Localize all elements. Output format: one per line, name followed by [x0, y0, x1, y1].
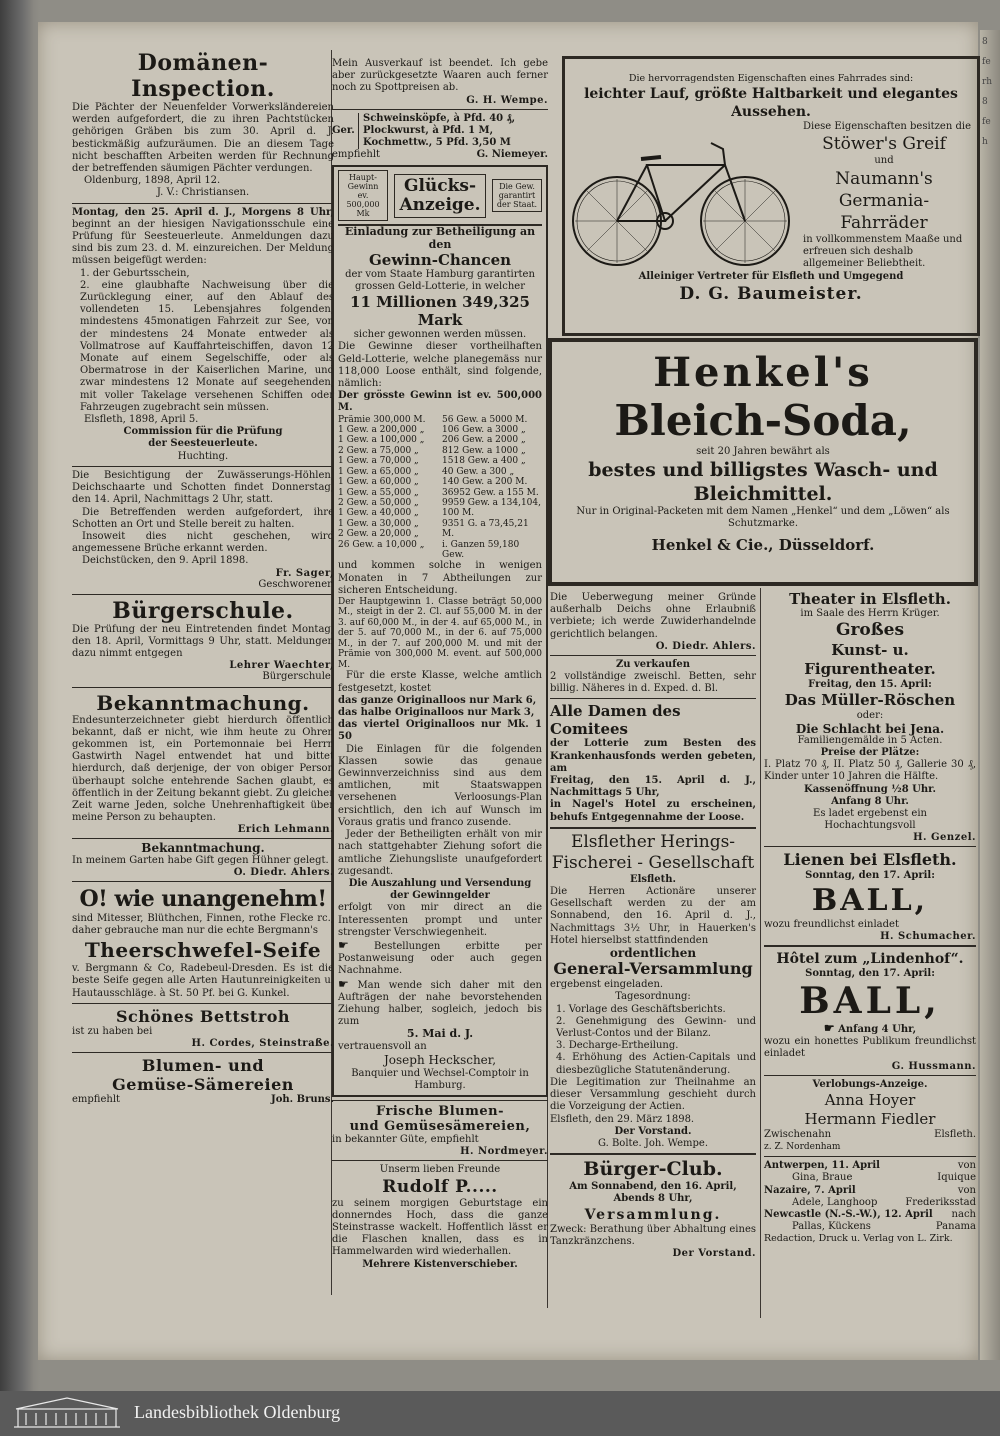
edge-text: fe: [982, 117, 991, 127]
ad-place: Elsfleth.: [629, 873, 677, 885]
lottery-text: Für die erste Klasse, welche amtlich festgesetzt, kostet: [338, 670, 542, 694]
ship-port-row: [764, 1209, 976, 1221]
ad-subtitle: ordentlichen: [609, 946, 697, 961]
ad-date: Oldenburg, 1898, April 12.: [84, 175, 221, 187]
ad-signature: Mehrere Kistenverschieber.: [362, 1258, 518, 1270]
column-rule: [760, 588, 761, 1318]
pointing-hand-icon: ☛: [338, 937, 349, 952]
ad-text: Kassenöffnung ½8 Uhr.: [804, 783, 936, 795]
lottery-price: das halbe Originalloos nur Mark 3,: [338, 707, 535, 719]
prize-row: 1 Gew. a 55,000 „: [338, 487, 419, 498]
ad-date: Freitag, den 15. April:: [808, 679, 932, 691]
ad-text: Endesunterzeichneter giebt hierdurch öffentlich bekannt, daß er nicht, wie ihm heute zu Ohren gekommen ist, ein Portemonnaie bei Herrn Gastwirth Nagel entwendet hat und bittet hierdurch, daß derjenige, der von obiger Person überhaupt solche entehrende Sachen glaubt, es öffentlich in der Zeitung bekannt giebt. Zu gleicher Zeit warne Jeden, solche Unehrenhaftigkeit über meine Person zu behaupten.: [72, 714, 334, 824]
divider: [550, 827, 756, 829]
ad-text: sind Mitesser, Blüthchen, Finnen, rothe Flecke rc., daher gebrauche man nur die echte Bergmann's: [72, 912, 334, 936]
ad-signature: G. Hussmann.: [891, 1060, 976, 1072]
bike-brand: Stöwer's Greif: [822, 134, 946, 155]
ad-text: Die Legitimation zur Theilnahme an dieser Versammlung geschieht durch die Vorzeigung der Actien.: [550, 1076, 756, 1113]
ad-signature: H. Genzel.: [913, 832, 976, 844]
ad-frische-saemereien: [332, 1104, 548, 1157]
ad-play: Das Müller-Röschen: [784, 691, 956, 710]
ad-place: Elsfleth.: [934, 1128, 976, 1140]
ad-text: ergebenst eingeladen.: [550, 979, 664, 991]
lottery-text: Die Gewinne dieser vortheilhaften Geld-Lotterie, welche planegemäss nur 118,000 Loose enthält, sind folgende, nämlich:: [338, 341, 542, 390]
ad-rudolf: [332, 1164, 548, 1270]
lottery-millionen: 11 Millionen 349,325 Mark: [350, 293, 530, 330]
ad-signature: H. Cordes, Steinstraße.: [191, 1037, 334, 1049]
divider: [72, 203, 334, 204]
divider: [332, 1100, 548, 1101]
divider: [332, 1160, 548, 1161]
ad-navigation-exam: [72, 207, 334, 463]
prize-row: 26 Gew. a 10,000 „: [338, 539, 425, 550]
ship-port: Newcastle (N.-S.-W.), 12. April: [764, 1209, 933, 1221]
divider: [764, 1156, 976, 1157]
pointing-hand-icon: ☛: [338, 976, 349, 991]
lottery-text: vertrauensvoll an: [338, 1040, 427, 1052]
edge-text: 8: [982, 37, 988, 47]
lottery-text: Bestellungen erbitte per Postanweisung oder auch gegen Nachnahme.: [338, 940, 542, 977]
ad-wurst: [332, 113, 548, 150]
ad-line: Schweinsköpfe, à Pfd. 40 ₰,: [363, 112, 516, 124]
ad-text: in Nagel's Hotel zu erscheinen, behufs Entgegennahme der Loose.: [550, 799, 756, 823]
ad-role: Bürgerschule.: [262, 671, 334, 683]
ad-lead: Montag, den 25. April d. J., Morgens 8 Uhr,: [72, 206, 334, 218]
divider: [764, 945, 976, 947]
ad-text: im Saale des Herrn Krüger.: [800, 608, 940, 619]
ad-text: beginnt an der hiesigen Navigationsschule eine Prüfung für Seesteuerleute. Anmeldungen dazu sind bis zum 23. d. M. einzureichen. Der Meldung müssen beigefügt werden:: [72, 218, 334, 267]
ad-bettstroh: [72, 1007, 334, 1049]
lottery-price: das ganze Originalloos nur Mark 6,: [338, 694, 537, 706]
ad-text: Die Herren Actionäre unserer Gesellschaft werden zu der am Sonnabend, den 16. April d. J., Nachmittags 3½ Uhr, in Hauerken's Hotel hierselbst stattfindenden: [550, 886, 756, 946]
prize-row: 812 Gew. a 1000 „: [442, 445, 526, 456]
prize-column-left: [338, 415, 438, 561]
library-building-icon: [12, 1395, 122, 1429]
ad-fahrrad: [562, 56, 980, 336]
ship-direction: von: [957, 1184, 976, 1196]
ad-text: empfiehlt: [72, 1093, 121, 1105]
ad-signature: Joh. Bruns.: [270, 1093, 334, 1105]
ad-signature: Lehrer Waechter,: [229, 660, 334, 672]
prize-column-right: [442, 415, 542, 561]
ad-ueberwegung: [550, 592, 756, 652]
ad-text: Anfang 8 Uhr.: [831, 795, 909, 807]
bike-line: Die hervorragendsten Eigenschaften eines Fahrrades sind:: [628, 73, 914, 84]
ship-vessel: Adele, Langhoop: [792, 1196, 878, 1208]
divider: [72, 687, 334, 688]
ad-text: Die Betreffenden werden aufgefordert, ihre Schotten an Ort und Stelle bereit zu halten.: [72, 506, 334, 530]
ad-text: Zweck: Berathung über Abhaltung eines Tanzkränzchens.: [550, 1223, 756, 1247]
lottery-highest: Der grösste Gewinn ist ev. 500,000 M.: [338, 390, 542, 414]
ad-signature: O. Diedr. Ahlers.: [233, 866, 334, 878]
edge-text: h: [982, 137, 988, 147]
ad-text: ist zu haben bei: [72, 1025, 153, 1037]
ship-destination: Iquique: [937, 1172, 976, 1184]
ad-text: Die Pächter der Neuenfelder Vorwerksländereien werden aufgefordert, die zu ihren Pachtstücken gehörigen Gräben bis zum 30. April d. J. bestickmäßig aufzuräumen. Die an diesem Tage nicht beschafften Arbeiten werden für Rechnung der betreffenden säumigen Pächter verdungen.: [72, 102, 334, 175]
prize-row: 140 Gew. a 200 M.: [442, 477, 528, 488]
ad-ausverkauf: [332, 58, 548, 106]
prize-row: 1 Gew. a 70,000 „: [338, 456, 419, 467]
ad-betten: [550, 659, 756, 696]
ship-port-row: [764, 1160, 976, 1172]
lottery-right-box: Die Gew. garantirt der Staat.: [492, 179, 542, 212]
ad-item: 1. Vorlage des Geschäftsberichts.: [556, 1003, 726, 1015]
ad-subtitle: General-Versammlung: [553, 959, 753, 979]
lottery-title: Anzeige.: [399, 194, 481, 215]
ad-label: Ger.: [332, 124, 355, 136]
ad-title: Kunst- u. Figurentheater.: [804, 641, 936, 679]
bike-line: in vollkommenstem Maaße und erfreuen sich deshalb allgemeiner Beliebtheit.: [803, 233, 963, 270]
ad-title: Frische Blumen-: [375, 1104, 505, 1120]
ad-place: Zwischenahn: [764, 1128, 832, 1140]
ad-title: Gemüse-Sämereien: [112, 1074, 294, 1094]
prize-row: 2 Gew. a 20,000 „: [338, 529, 419, 540]
ad-product: Theerschwefel-Seife: [84, 938, 322, 963]
ad-title: Rudolf P.....: [382, 1176, 498, 1197]
ad-text: Hochachtungsvoll: [824, 820, 916, 832]
lottery-deadline: 5. Mai d. J.: [406, 1027, 474, 1041]
ad-signature: der Seesteuerleute.: [148, 438, 258, 450]
ad-domaenen: [72, 50, 334, 200]
ad-buergerschule: [72, 598, 334, 684]
ad-ball: BALL,: [799, 980, 941, 1023]
ad-item: 3. Decharge-Ertheilung.: [556, 1040, 679, 1052]
prize-row: i. Ganzen 59,180 Gew.: [442, 539, 520, 560]
ad-herings: [550, 832, 756, 1150]
ad-text: Es ladet ergebenst ein: [813, 808, 927, 820]
ship-vessel-row: [764, 1197, 976, 1209]
ad-title: Bürger-Club.: [583, 1158, 723, 1181]
ship-port: Antwerpen, 11. April: [764, 1160, 880, 1172]
ship-destination: Panama: [935, 1221, 976, 1233]
lottery-text: Der Hauptgewinn 1. Classe beträgt 50,000 M., steigt in der 2. Cl. auf 55,000 M. in der 3. auf 60,000 M., in der 4. auf 65,000 M., in der 5. auf 70,000 M., in der 6. auf 75,000 M., in der 7. auf 200,000 M. und mit der Prämie von 300,000 M. event. auf 500,000 M.: [338, 596, 542, 670]
henkel-slogan: bestes und billigstes Wasch- und: [588, 459, 938, 482]
ship-vessel: Gina, Braue: [792, 1172, 853, 1184]
ad-line: Kochmettw., 5 Pfd. 3,50 M: [363, 137, 511, 149]
divider: [72, 881, 334, 882]
ad-title: Zu verkaufen: [615, 658, 691, 670]
lottery-left-box: Haupt-Gewinn ev. 500,000 Mk: [338, 170, 388, 221]
ad-subtitle: Preise der Plätze:: [820, 747, 920, 759]
edge-text: rh: [982, 77, 993, 87]
prize-row: 56 Gew. a 5000 M.: [442, 414, 528, 425]
ad-text: Mein Ausverkauf ist beendet. Ich gebe aber zurückgesetzte Waaren auch ferner noch zu Spottpreisen ab.: [332, 58, 548, 94]
ad-signature: Fr. Sager,: [275, 567, 334, 579]
divider: [550, 698, 756, 699]
ad-text: Anfang 4 Uhr,: [838, 1024, 917, 1036]
ad-item: 4. Erhöhung des Actien-Capitals und diesbezügliche Statutenänderung.: [556, 1052, 756, 1076]
ad-lottery: [332, 165, 548, 1097]
ad-signature: Der Vorstand.: [672, 1247, 756, 1259]
lottery-text: der vom Staate Hamburg garantirten grossen Geld-Lotterie, in welcher: [345, 268, 535, 293]
ad-subtitle: Tagesordnung:: [615, 991, 691, 1003]
column-3-left: [550, 592, 756, 1259]
ad-text: Die Besichtigung der Zuwässerungs-Höhlen, Deichschaarte und Schotten findet Donnerstag, den 14. April, Nachmittags 2 Uhr, statt.: [72, 469, 334, 506]
divider: [72, 1052, 334, 1053]
ad-title: Bekanntmachung.: [141, 841, 265, 856]
ad-verlobung: [764, 1079, 976, 1154]
bike-vertreter: Alleiniger Vertreter für Elsfleth und Umgegend: [638, 271, 904, 283]
lottery-text: erfolgt von mir direct an die Interessenten prompt und unter strengster Verschwiegenheit.: [338, 902, 542, 938]
lottery-prize-table: [338, 415, 542, 561]
prize-row: 36952 Gew. a 155 M.: [442, 487, 539, 498]
bike-signature: D. G. Baumeister.: [679, 284, 863, 305]
ad-names: G. Bolte. Joh. Wempe.: [597, 1137, 709, 1149]
ad-date: Elsfleth, 1898, April 5.: [84, 414, 199, 426]
prize-row: 100 M.: [442, 508, 475, 519]
prize-row: 2 Gew. a 50,000 „: [338, 497, 419, 508]
ad-title: Elsflether Herings-: [570, 831, 736, 852]
prize-row: 1518 Gew. a 400 „: [442, 456, 526, 467]
shipping-news: [764, 1160, 976, 1233]
divider: [550, 1153, 756, 1155]
divider: [764, 846, 976, 847]
ad-text: der Lotterie zum Besten des Krankenhausfonds werden gebeten, am: [550, 738, 756, 774]
ship-vessel: Pallas, Kückens: [792, 1221, 871, 1233]
ad-date: Freitag, den 15. April d. J., Nachmittags 5 Uhr,: [550, 775, 756, 799]
lottery-price: das viertel Originalloos nur Mk. 1 50: [338, 719, 542, 743]
lottery-title: Glücks-: [403, 175, 477, 196]
ad-text: In meinem Garten habe Gift gegen Hühner gelegt.: [72, 854, 329, 866]
bike-line: Diese Eigenschaften besitzen die: [802, 121, 971, 133]
ad-text: zu seinem morgigen Geburtstage ein donnerndes Hoch, dass die ganze Steinstrasse wackelt. Hoffentlich lässt er die Flaschen knallen, dass es in Hammelwarden wird wiederhallen.: [332, 1197, 548, 1258]
divider: [72, 594, 334, 595]
ad-title: Schönes Bettstroh: [115, 1006, 291, 1026]
prize-row: 1 Gew. a 30,000 „: [338, 518, 419, 529]
lottery-text: und kommen solche in wenigen Monaten in 7 Abtheilungen zur sicheren Entscheidung.: [338, 560, 542, 596]
ad-name: Anna Hoyer: [824, 1090, 916, 1109]
henkel-note: Nur in Original-Packeten mit dem Namen „Henkel“ und dem „Löwen“ als Schutzmarke.: [576, 506, 950, 530]
lottery-text: Man wende sich daher mit den Aufträgen der nahe bevorstehenden Ziehung halber, sogleich, jedoch bis zum: [338, 979, 542, 1028]
ad-title: Lienen bei Elsfleth.: [783, 850, 957, 870]
edge-text: fe: [982, 57, 991, 67]
ad-signature: G. Niemeyer.: [476, 149, 548, 161]
lottery-text: Jeder der Betheiligten erhält von mir nach stattgehabter Ziehung sofort die amtliche Ziehungsliste unaufgefordert zugesandt.: [338, 829, 542, 877]
ad-signature: Commission für die Prüfung: [123, 426, 283, 438]
ad-text: Die Prüfung der neu Eintretenden findet Montag, den 18. April, Vormittags 9 Uhr, statt. Meldungen dazu nimmt entgegen: [72, 623, 334, 660]
prize-row: Prämie 300,000 M.: [338, 414, 426, 425]
prize-row: 1 Gew. a 65,000 „: [338, 466, 419, 477]
ad-name: Hermann Fiedler: [804, 1109, 936, 1128]
divider: [332, 109, 548, 110]
ad-signature: O. Diedr. Ahlers.: [655, 640, 756, 652]
ad-date: Elsfleth, den 29. März 1898.: [550, 1113, 695, 1125]
edge-text: 8: [982, 97, 988, 107]
column-1: [72, 50, 334, 1106]
bike-und: und: [874, 155, 894, 167]
divider: [72, 1003, 334, 1004]
ad-title: Großes: [835, 620, 905, 641]
bike-brand: Germania-Fahrräder: [838, 190, 930, 233]
column-3-right: [764, 590, 976, 1246]
prize-row: 40 Gew. a 300 „: [442, 466, 515, 477]
ad-besichtigung: [72, 470, 334, 591]
bike-headline: leichter Lauf, größte Haltbarkeit und elegantes Aussehen.: [584, 86, 958, 121]
ad-title: Blumen- und: [141, 1055, 265, 1075]
ad-theerschwefel: [72, 885, 334, 1000]
henkel-name: Henkel's: [653, 349, 873, 396]
ad-text: Insoweit dies nicht geschehen, wird angemessene Brüche erkannt werden.: [72, 530, 334, 555]
ad-ball: BALL,: [811, 882, 929, 918]
ad-place: z. Z. Nordenham: [764, 1142, 841, 1153]
ad-signature: G. H. Wempe.: [466, 94, 548, 106]
ad-date: Sonntag, den 17. April:: [805, 967, 935, 979]
divider: [72, 838, 334, 839]
ad-date: Am Sonnabend, den 16. April, Abends 8 Uhr,: [569, 1181, 737, 1205]
ad-date: Sonntag, den 17. April:: [805, 870, 935, 882]
ad-text: v. Bergmann & Co, Radebeul-Dresden. Es ist die beste Seife gegen alle Arten Hautunreinigkeiten u. Hautausschläge. à St. 50 Pf. bei G. Kunkel.: [72, 963, 334, 999]
ad-title: Theater in Elsfleth.: [789, 590, 951, 608]
lottery-firm: Banquier und Wechsel-Comptoir in Hamburg.: [351, 1067, 529, 1091]
ship-direction: von: [957, 1160, 976, 1172]
divider: [764, 1075, 976, 1076]
ad-line: Plockwurst, à Pfd. 1 M,: [363, 124, 494, 136]
divider: [72, 466, 334, 467]
ad-item: 2. Genehmigung des Gewinn- und Verlust-Contos und der Bilanz.: [556, 1015, 756, 1040]
ad-text: wozu freundlichst einladet: [764, 918, 899, 930]
henkel-product: Bleich-Soda,: [614, 396, 912, 445]
prize-row: 1 Gew. a 60,000 „: [338, 477, 419, 488]
prize-row: 1 Gew. a 40,000 „: [338, 508, 419, 519]
ad-bekanntmachung-2: [72, 842, 334, 877]
ad-text: I. Platz 70 ₰, II. Platz 50 ₰, Gallerie 30 ₰, Kinder unter 10 Jahren die Hälfte.: [764, 759, 976, 783]
prize-row: 1 Gew. a 200,000 „: [338, 425, 425, 436]
ad-text: empfiehlt: [332, 149, 381, 161]
ship-vessel-row: [764, 1221, 976, 1233]
ad-signature: Der Vorstand.: [614, 1125, 692, 1137]
ad-title: O! wie unangenehm!: [79, 885, 327, 912]
ad-signature: H. Nordmeyer.: [460, 1146, 548, 1158]
henkel-since: seit 20 Jahren bewährt als: [696, 446, 830, 457]
ad-title: Fischerei - Gesellschaft: [551, 852, 755, 873]
ship-destination: Frederiksstad: [905, 1196, 976, 1208]
ad-title: Bekanntmachung.: [96, 690, 310, 715]
ad-theater: [764, 590, 976, 843]
prize-row: 1 Gew. a 100,000 „: [338, 435, 425, 446]
imprint: Redaction, Druck u. Verlag von L. Zirk.: [764, 1233, 953, 1245]
ad-title: Alle Damen des Comitees: [550, 702, 681, 739]
prize-row: 106 Gew. a 3000 „: [442, 425, 526, 436]
ad-play: Die Schlacht bei Jena.: [795, 721, 945, 736]
pointing-hand-icon: ☛: [823, 1021, 835, 1036]
ad-title: Hôtel zum „Lindenhof“.: [776, 950, 964, 967]
ad-signature: Huchting.: [177, 450, 229, 462]
lottery-name: Joseph Heckscher,: [383, 1052, 497, 1067]
ad-title: und Gemüsesämereien,: [349, 1119, 531, 1135]
bike-brand: Naumann's: [835, 168, 933, 189]
lottery-chances: Gewinn-Chancen: [368, 250, 512, 269]
ad-lienen: [764, 850, 976, 941]
henkel-slogan: Bleichmittel.: [693, 483, 833, 506]
library-footer: [0, 1391, 1000, 1436]
ad-text: Die Ueberwegung meiner Gründe außerhalb Deichs ohne Erlaubniß verbiete; ich werde Zuwiderhandelnde gerichtlich belangen.: [550, 592, 756, 640]
ship-port-row: [764, 1185, 976, 1197]
lottery-text: Die Auszahlung und Versendung der Gewinngelder: [348, 877, 532, 902]
ad-signature: J. V.: Christiansen.: [156, 187, 250, 199]
ad-role: Geschworener.: [258, 578, 334, 590]
ad-subtitle: Versammlung.: [584, 1206, 722, 1223]
ad-lead: Unserm lieben Freunde: [379, 1164, 501, 1176]
ad-title: Bürgerschule.: [112, 597, 294, 624]
ship-direction: nach: [951, 1209, 976, 1221]
ad-text: Familiengemälde in 5 Acten.: [797, 734, 943, 746]
ad-bekanntmachung-1: [72, 691, 334, 836]
ad-damen: [550, 702, 756, 823]
ship-port: Nazaire, 7. April: [764, 1184, 856, 1196]
ship-vessel-row: [764, 1172, 976, 1184]
ad-signature: H. Schumacher.: [880, 930, 976, 942]
ad-title: Domänen-Inspection.: [131, 50, 275, 102]
lottery-text: Die Einlagen für die folgenden Klassen sowie das genaue Gewinnverzeichniss sind aus dem amtlichen, mit Staatswappen versehenen Verloosungs-Plan ersichtlich, den ich auf Wunsch im Voraus gratis und franco zusende.: [338, 743, 542, 828]
bicycle-illustration: [565, 121, 797, 271]
ad-title: Verlobungs-Anzeige.: [812, 1078, 928, 1090]
next-page-edge: [980, 30, 1000, 1360]
prize-row: 9959 Gew. a 134,104,: [442, 497, 541, 508]
divider: [550, 655, 756, 656]
ad-lindenhof: [764, 950, 976, 1072]
ad-saemereien: [72, 1056, 334, 1106]
prize-row: 2 Gew. a 75,000 „: [338, 445, 419, 456]
prize-row: 9351 G. a 73,45,21 M.: [442, 518, 529, 540]
ad-text: in bekannter Güte, empfiehlt: [332, 1134, 479, 1146]
prize-row: 206 Gew. a 2000 „: [442, 435, 526, 446]
library-name: Landesbibliothek Oldenburg: [134, 1402, 341, 1422]
column-2: [332, 58, 548, 1271]
ad-buergerclub: [550, 1158, 756, 1259]
henkel-signature: Henkel & Cie., Düsseldorf.: [651, 535, 875, 554]
ad-text: 2 vollständige zweischl. Betten, sehr billig. Näheres in d. Exped. d. Bl.: [550, 671, 756, 695]
ad-item: 2. eine glaubhafte Nachweisung über die Zurücklegung einer, auf den Ablauf des vollendeten 15. Lebensjahres folgenden, mindestens 45monatigen Fahrzeit zur See, von der mindestens 24 Monate entweder als Vollmatrose auf Kauffahrteischiffen, davon 12 Monate auf einem Segelschiffe, oder als Obermatrose in der Kaiserlichen Marine, und zwar mindestens 12 Monate auf seegehenden, mit voller Takelage versehenen Schiffen oder Fahrzeugen zugebracht sein müssen.: [80, 279, 334, 413]
ad-signature: Erich Lehmann.: [237, 824, 334, 836]
lottery-invite: Einladung zur Betheiligung an den: [344, 225, 536, 251]
ad-henkel: [548, 338, 978, 586]
ad-item: 1. der Geburtsschein,: [80, 267, 190, 279]
ad-date: Deichstücken, den 9. April 1898.: [82, 555, 249, 567]
lottery-text: sicher gewonnen werden müssen.: [353, 329, 527, 341]
ad-text: oder:: [856, 710, 884, 722]
ad-text: wozu ein honettes Publikum freundlichst einladet: [764, 1036, 976, 1060]
